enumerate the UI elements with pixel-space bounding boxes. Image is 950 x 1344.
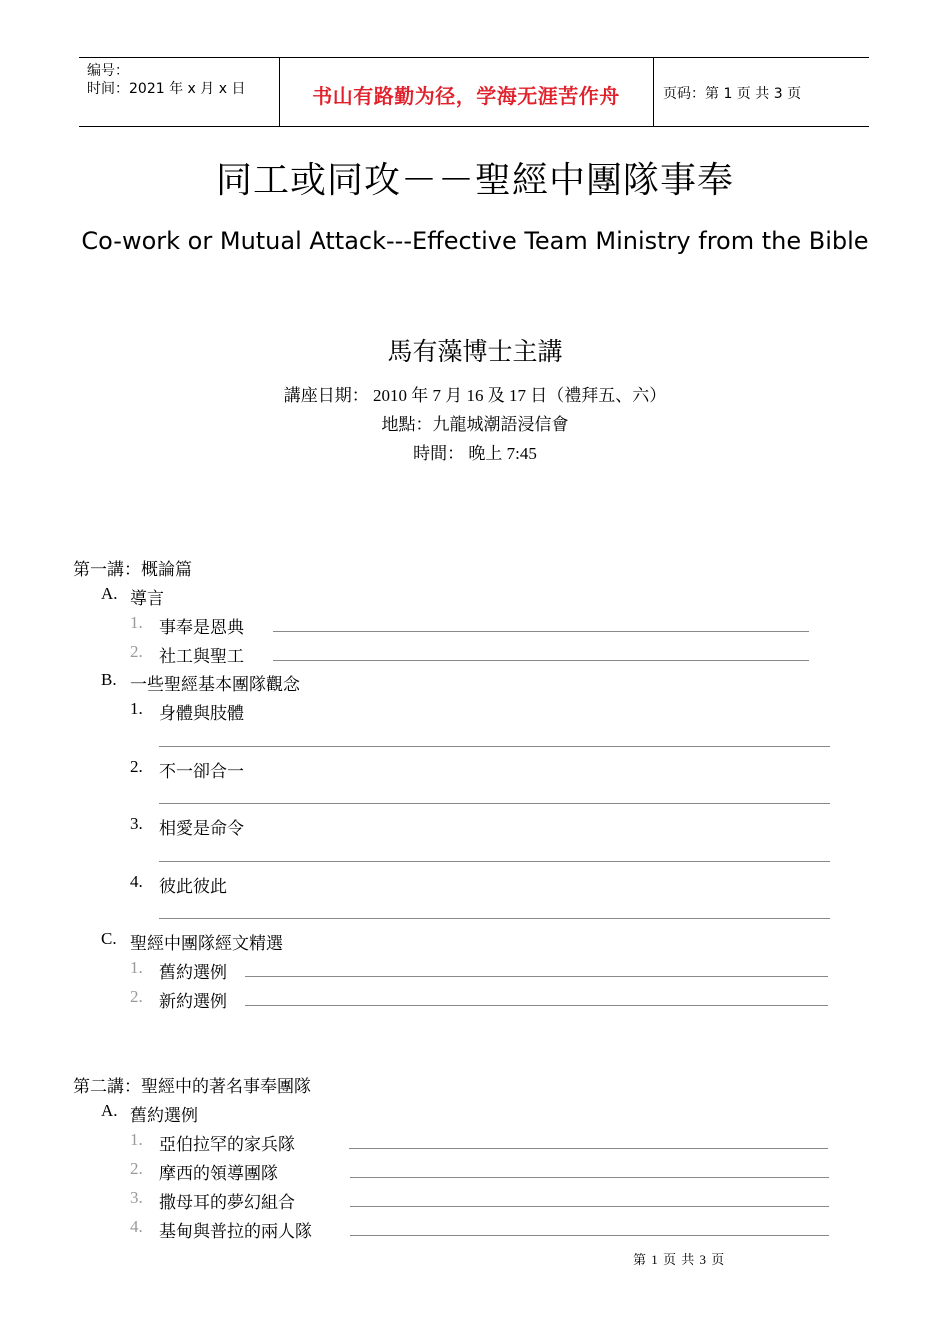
section-marker: A. xyxy=(101,584,118,603)
section-title: 舊約選例 xyxy=(130,1106,198,1126)
fill-in-line xyxy=(350,1235,829,1236)
fill-in-line xyxy=(273,631,809,632)
outline-item: 亞伯拉罕的家兵隊 xyxy=(159,1135,295,1155)
fill-in-line xyxy=(245,1005,828,1006)
outline-item: 新約選例 xyxy=(159,992,227,1012)
document-title: 同工或同攻－－聖經中團隊事奉 xyxy=(215,160,734,201)
fill-in-line xyxy=(159,746,830,747)
outline-item: 彼此彼此 xyxy=(159,877,227,897)
outline-item: 社工與聖工 xyxy=(159,647,244,667)
section-marker: A. xyxy=(101,1101,118,1120)
item-marker: 1. xyxy=(130,613,143,632)
item-marker: 2. xyxy=(130,987,143,1006)
item-marker: 1. xyxy=(130,699,143,718)
header-meta xyxy=(87,62,245,98)
outline-item: 不一卻合一 xyxy=(159,762,244,782)
fill-in-line xyxy=(159,918,830,919)
fill-in-line xyxy=(245,976,828,977)
outline-item: 摩西的領導團隊 xyxy=(159,1164,278,1184)
speaker: 馬有藻博士主講 xyxy=(387,337,563,366)
fill-in-line xyxy=(273,660,809,661)
item-marker: 1. xyxy=(130,1130,143,1149)
item-marker: 2. xyxy=(130,757,143,776)
item-marker: 2. xyxy=(130,1159,143,1178)
motto: 书山有路勤为径，学海无涯苦作舟 xyxy=(312,84,620,108)
outline-item: 相愛是命令 xyxy=(159,819,244,839)
section-marker: C. xyxy=(101,929,117,948)
outline-item: 撒母耳的夢幻組合 xyxy=(159,1193,295,1213)
page-header xyxy=(79,57,869,127)
outline-item: 事奉是恩典 xyxy=(159,618,244,638)
section-title: 聖經中團隊經文精選 xyxy=(130,934,283,954)
outline-item: 身體與肢體 xyxy=(159,704,244,724)
item-marker: 4. xyxy=(130,872,143,891)
item-marker: 3. xyxy=(130,1188,143,1207)
fill-in-line xyxy=(159,803,830,804)
item-marker: 1. xyxy=(130,958,143,977)
time-label: 时间：2021 年 x 月 x 日 xyxy=(87,81,246,97)
fill-in-line xyxy=(349,1148,828,1149)
fill-in-line xyxy=(350,1177,829,1178)
lecture-heading: 第一講：概論篇 xyxy=(73,560,192,580)
item-marker: 2. xyxy=(130,642,143,661)
lecture-date: 講座日期： 2010 年 7 月 16 及 17 日（禮拜五、六） xyxy=(283,386,667,405)
section-marker: B. xyxy=(101,670,117,689)
section-title: 導言 xyxy=(130,589,164,609)
fill-in-line xyxy=(350,1206,829,1207)
item-marker: 3. xyxy=(130,814,143,833)
page-footer: 第 1 页 共 3 页 xyxy=(633,1252,726,1267)
divider xyxy=(653,58,654,126)
page-info: 页码：第 1 页 共 3 页 xyxy=(663,86,802,102)
outline-item: 基甸與普拉的兩人隊 xyxy=(159,1222,312,1242)
lecture-venue: 地點：九龍城潮語浸信會 xyxy=(381,415,569,434)
number-label: 编号： xyxy=(87,63,129,79)
lecture-heading: 第二講：聖經中的著名事奉團隊 xyxy=(73,1077,311,1097)
document-subtitle: Co-work or Mutual Attack---Effective Team Ministry from the Bible xyxy=(81,227,869,255)
outline-item: 舊約選例 xyxy=(159,963,227,983)
section-title: 一些聖經基本團隊觀念 xyxy=(130,675,300,695)
item-marker: 4. xyxy=(130,1217,143,1236)
fill-in-line xyxy=(159,861,830,862)
lecture-time: 時間： 晚上 7:45 xyxy=(413,444,537,463)
